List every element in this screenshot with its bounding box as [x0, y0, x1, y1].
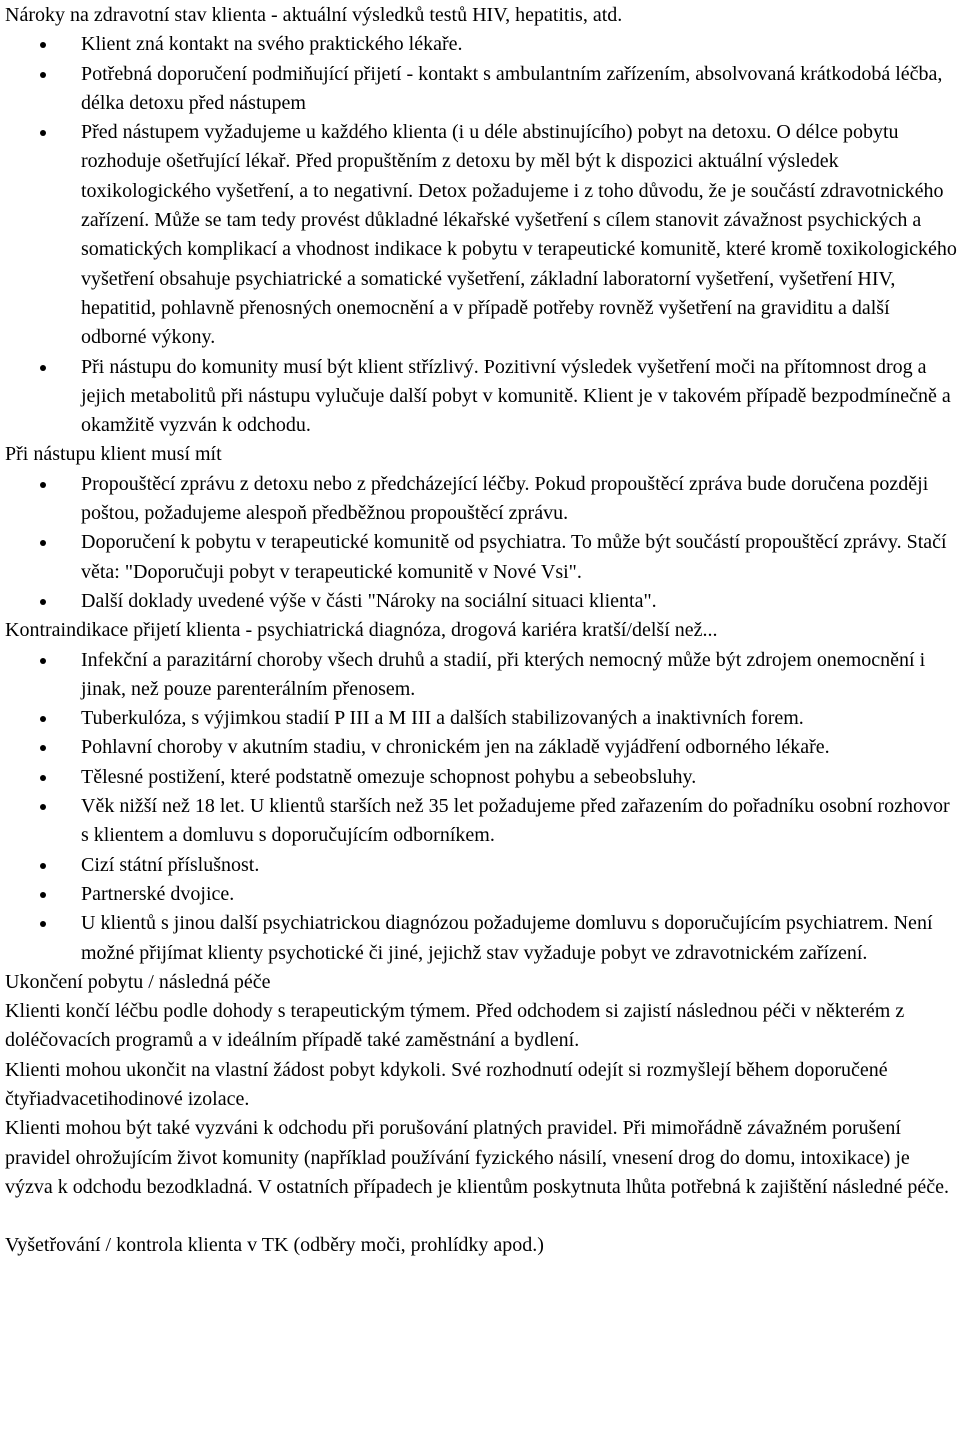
bullet-icon — [40, 365, 46, 371]
document-page — [5, 1, 957, 1261]
bullet-icon — [40, 540, 46, 546]
blank-line — [5, 1202, 957, 1231]
bullet-icon — [40, 921, 46, 927]
list-item — [5, 353, 957, 441]
list-item — [5, 792, 957, 851]
exam-heading: Vyšetřování / kontrola klienta v TK (odběry moči, prohlídky apod.) — [5, 1234, 544, 1257]
list-item — [5, 60, 957, 119]
list-item — [5, 763, 957, 792]
list-item — [5, 118, 957, 352]
list-item-text: Infekční a parazitární choroby všech druhů a stadií, při kterých nemocný může být zdrojem onemocnění i jinak, než pouze parenterálním přenosem. — [81, 648, 926, 700]
list-item — [5, 704, 957, 733]
bullet-icon — [40, 482, 46, 488]
bullet-icon — [40, 130, 46, 136]
list-item-text: Potřebná doporučení podmiňující přijetí - kontakt s ambulantním zařízením, absolvovaná krátkodobá léčba, délka detoxu před nástupem — [81, 62, 943, 114]
bullet-icon — [40, 775, 46, 781]
end-heading: Ukončení pobytu / následná péče — [5, 970, 271, 993]
list-item-text: Věk nižší než 18 let. U klientů starších než 35 let požadujeme před zařazením do pořadníku osobní rozhovor s klientem a domluvu s doporučujícím odborníkem. — [81, 795, 950, 847]
list-item — [5, 30, 957, 59]
bullet-icon — [40, 863, 46, 869]
list-item-text: Doporučení k pobytu v terapeutické komunitě od psychiatra. To může být součástí propouštěcí zprávy. Stačí věta: "Doporučuji pobyt v terapeutické komunitě v Nové Vsi". — [81, 531, 947, 583]
end-paragraph: Klienti mohou ukončit na vlastní žádost pobyt kdykoli. Své rozhodnutí odejít si rozmyšlejí během doporučené čtyřiadvacetihodinové izolace. — [5, 1058, 888, 1110]
arrival-heading: Při nástupu klient musí mít — [5, 443, 222, 466]
list-item-text: Tuberkulóza, s výjimkou stadií P III a M III a dalších stabilizovaných a inaktivních forem. — [81, 707, 804, 730]
list-item-text: Partnerské dvojice. — [81, 882, 235, 905]
health-heading: Nároky na zdravotní stav klienta - aktuální výsledků testů HIV, hepatitis, atd. — [5, 4, 623, 26]
list-item — [5, 528, 957, 587]
list-item — [5, 733, 957, 762]
list-item-text: Před nástupem vyžadujeme u každého klienta (i u déle abstinujícího) pobyt na detoxu. O délce pobytu rozhoduje ošetřující lékař. Před propuštěním z detoxu by měl být k dispozici aktuální výsledek toxikologického vyšetření, a to negativní. Detox požadujeme i z toho důvodu, že je součástí zdravotnického zařízení. Může se tam tedy provést důkladné lékařské vyšetření s cílem stanovit závažnost psychických a somatických komplikací a vhodnost indikace k pobytu v terapeutické komunitě, které kromě toxikologického vyšetření obsahuje psychiatrické a somatické vyšetření, základní laboratorní vyšetření, vyšetření HIV, hepatitid, pohlavně přenosných onemocnění a v případě potřeby rovněž vyšetření na graviditu a další odborné výkony. — [81, 121, 957, 349]
end-paragraph: Klienti mohou být také vyzváni k odchodu při porušování platných pravidel. Při mimořádně závažném porušení pravidel ohrožujícím život komunity (například používání fyzického násilí, vnesení drog do domu, intoxikace) je výzva k odchodu bezodkladná. V ostatních případech je klientům poskytnuta lhůta potřebná k zajištění následné péče. — [5, 1117, 949, 1198]
bullet-icon — [40, 745, 46, 751]
bullet-icon — [40, 599, 46, 605]
list-item-text: Při nástupu do komunity musí být klient střízlivý. Pozitivní výsledek vyšetření moči na přítomnost drog a jejich metabolitů při nástupu vylučuje další pobyt v komunitě. Klient je v takovém případě bezpodmínečně a okamžitě vyzván k odchodu. — [81, 355, 951, 437]
health-list — [5, 30, 957, 440]
list-item — [5, 909, 957, 968]
bullet-icon — [40, 658, 46, 664]
bullet-icon — [40, 42, 46, 48]
arrival-list — [5, 470, 957, 616]
bullet-icon — [40, 716, 46, 722]
list-item-text: Klient zná kontakt na svého praktického lékaře. — [81, 33, 463, 56]
end-paragraph: Klienti končí léčbu podle dohody s terapeutickým týmem. Před odchodem si zajistí následnou péči v některém z doléčovacích programů a v ideálním případě také zaměstnání a bydlení. — [5, 1000, 905, 1052]
list-item — [5, 880, 957, 909]
list-item-text: Propouštěcí zprávu z detoxu nebo z předcházející léčby. Pokud propouštěcí zpráva bude doručena později poštou, požadujeme alespoň předběžnou propouštěcí zprávu. — [81, 472, 929, 525]
contra-heading: Kontraindikace přijetí klienta - psychiatrická diagnóza, drogová kariéra kratší/delší než... — [5, 619, 718, 642]
list-item — [5, 646, 957, 705]
list-item-text: Další doklady uvedené výše v části "Nároky na sociální situaci klienta". — [81, 589, 657, 612]
list-item — [5, 851, 957, 880]
list-item — [5, 587, 957, 616]
list-item-text: Cizí státní příslušnost. — [81, 853, 260, 876]
list-item-text: Pohlavní choroby v akutním stadiu, v chronickém jen na základě vyjádření odborného lékaře. — [81, 736, 830, 759]
list-item-text: U klientů s jinou další psychiatrickou diagnózou požadujeme domluvu s doporučujícím psychiatrem. Není možné přijímat klienty psychotické či jiné, jejichž stav vyžaduje pobyt ve zdravotnickém zařízení. — [81, 912, 933, 964]
bullet-icon — [40, 804, 46, 810]
list-item — [5, 470, 957, 529]
bullet-icon — [40, 72, 46, 78]
list-item-text: Tělesné postižení, které podstatně omezuje schopnost pohybu a sebeobsluhy. — [81, 765, 697, 788]
bullet-icon — [40, 892, 46, 898]
contra-list — [5, 646, 957, 968]
